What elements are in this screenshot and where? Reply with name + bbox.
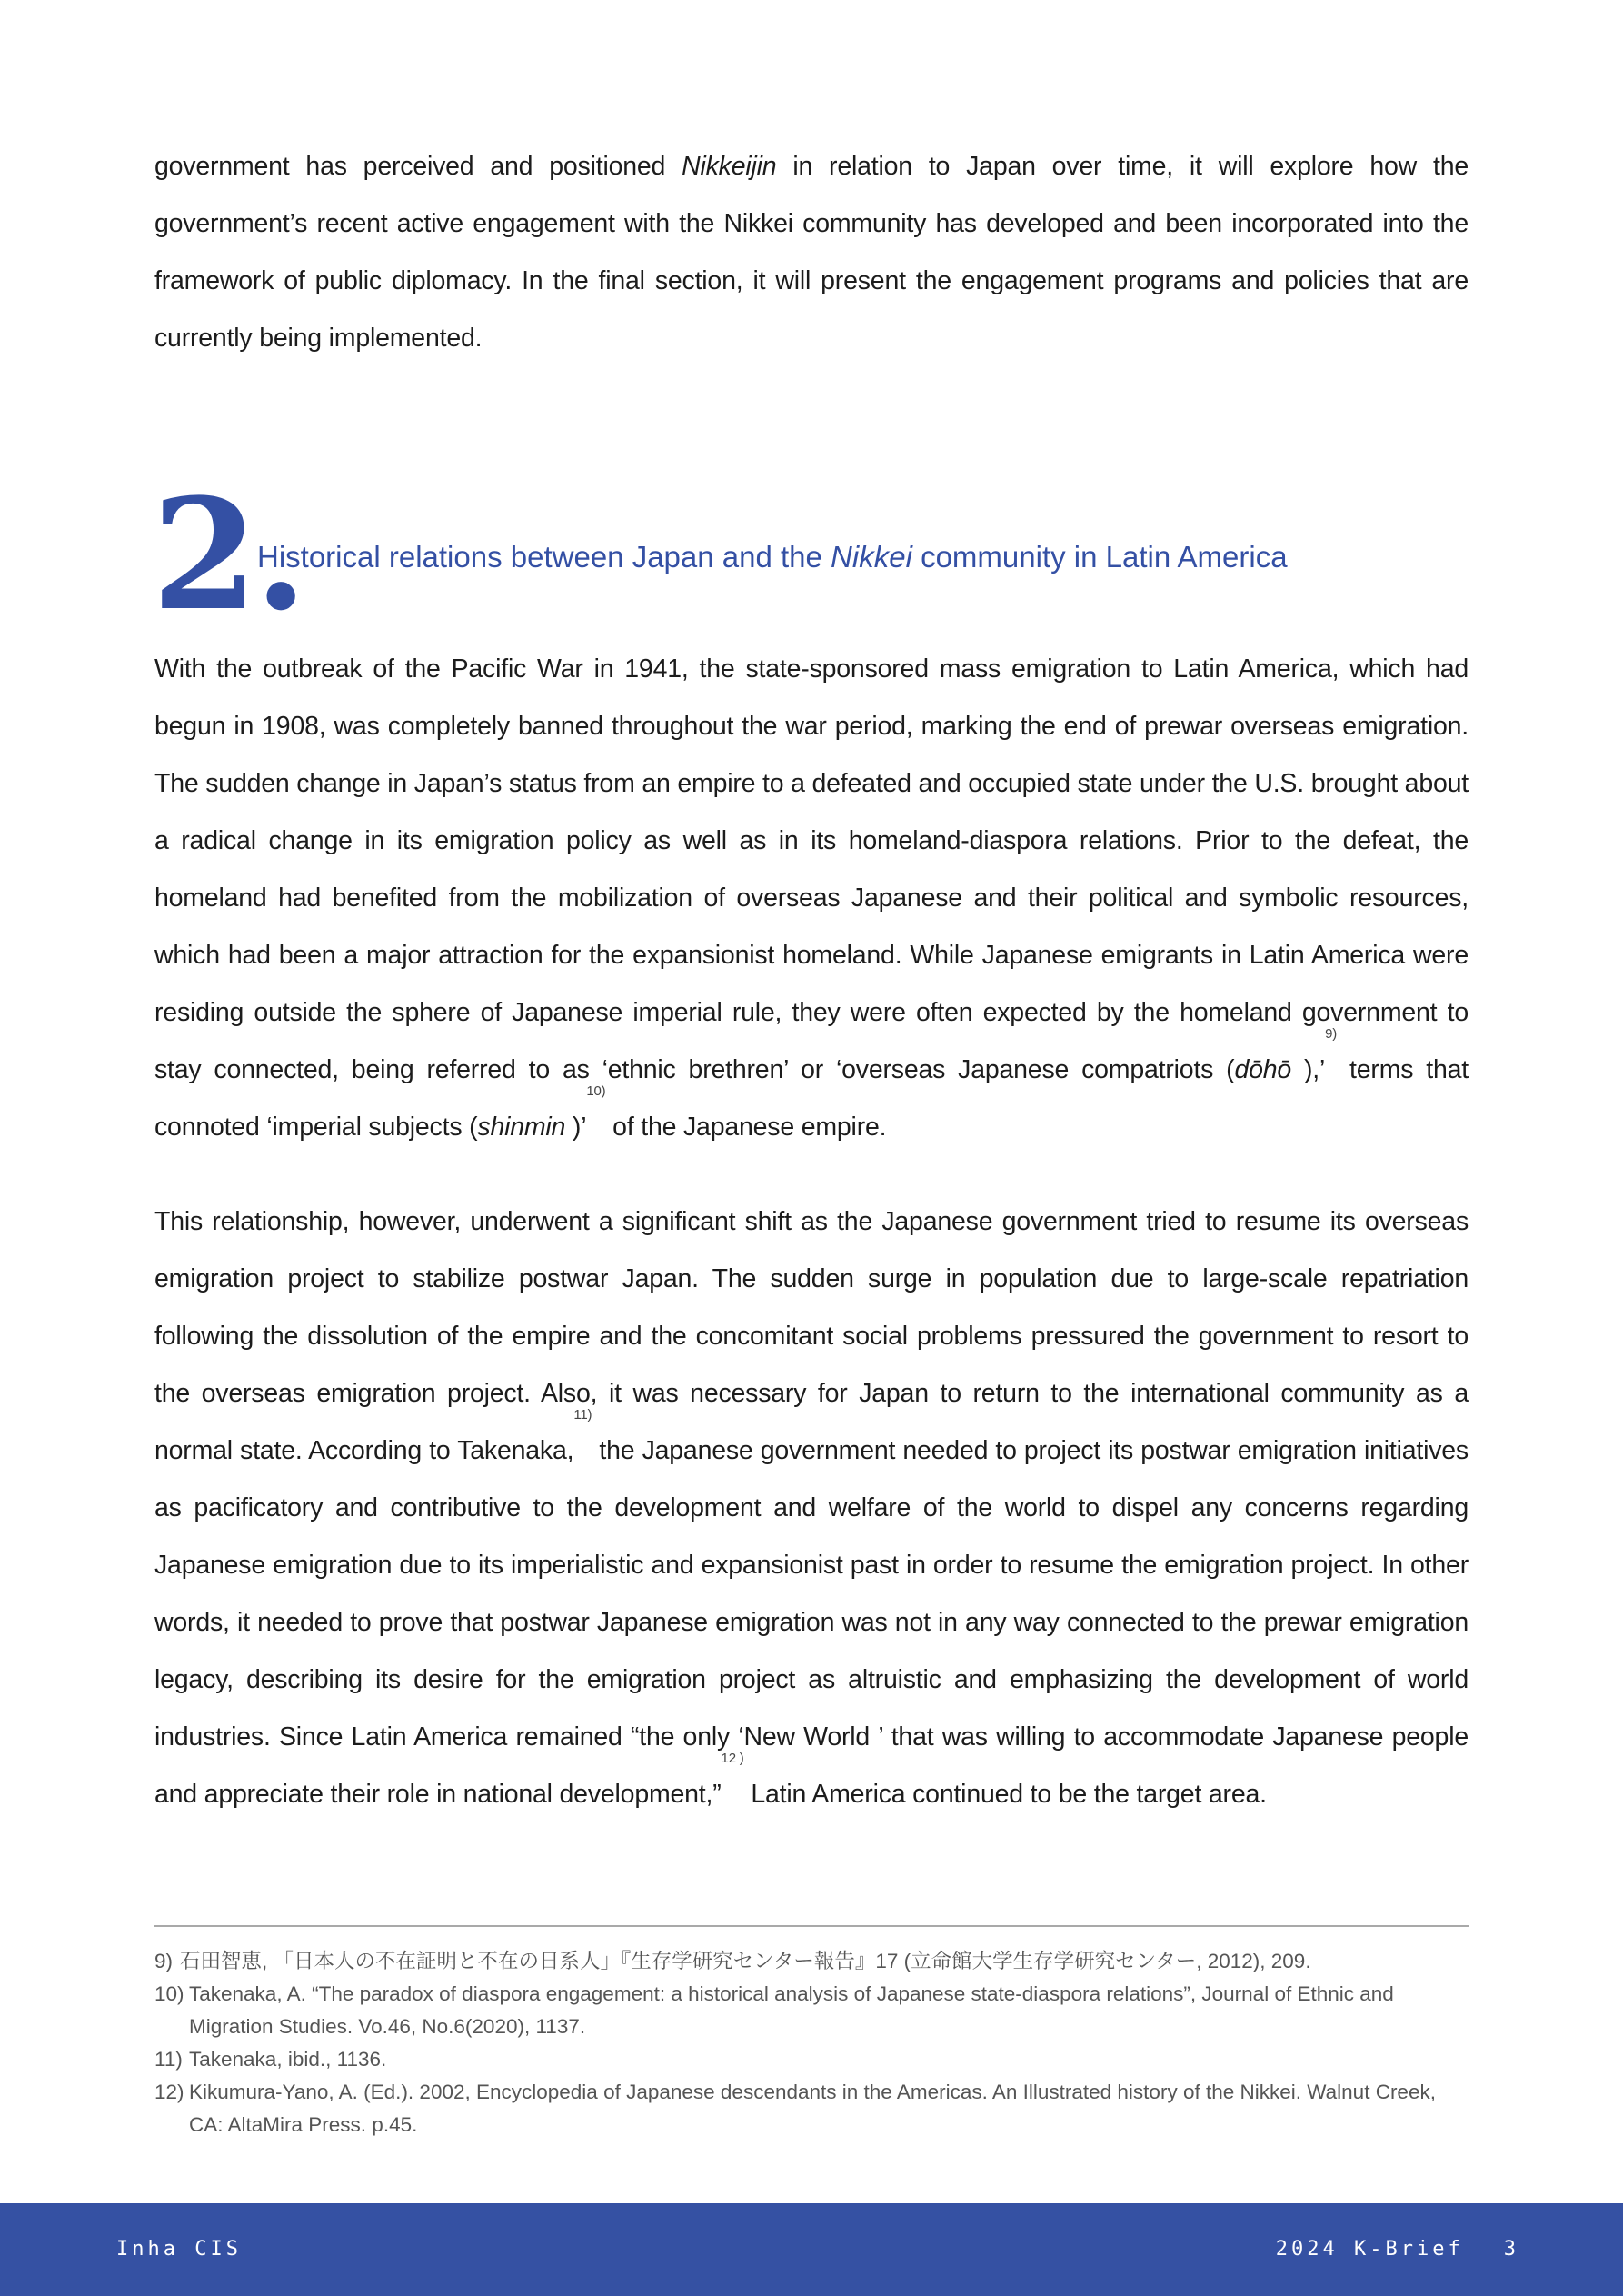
body1-text-d: )’	[565, 1113, 587, 1142]
section-title	[257, 539, 1288, 575]
section-heading	[152, 464, 1469, 644]
footer-publisher: Inha CIS	[116, 2238, 242, 2261]
body1-italic-shinmin: shinmin	[477, 1113, 566, 1142]
footnote-ref-9[interactable]: 9)	[1325, 1026, 1338, 1042]
section-title-a: Historical relations between Japan and the	[257, 540, 831, 574]
body-paragraph-2	[154, 1193, 1469, 1823]
footnote-number: 12)	[154, 2081, 184, 2103]
section-title-italic: Nikkei	[831, 540, 912, 574]
footer-right	[1276, 2238, 1519, 2261]
body1-text-c: terms that connoted ‘imperial subjects (	[154, 1055, 1469, 1142]
page-footer	[0, 2203, 1623, 2296]
footnote-item	[154, 1978, 1469, 2043]
footnote-item	[154, 2076, 1469, 2141]
footnote-text: Takenaka, A. “The paradox of diaspora engagement: a historical analysis of Japanese state-diaspora relations”, Journal of Ethnic and Migration Studies. Vo.46, No.6(2020), 1137.	[189, 1982, 1394, 2038]
footnote-text: Takenaka, ibid., 1136.	[189, 2048, 387, 2071]
footnote-ref-10[interactable]: 10)	[586, 1083, 606, 1099]
footnote-number: 11)	[154, 2048, 183, 2071]
footnote-divider	[154, 1925, 1469, 1927]
body2-text-c: Latin America continued to be the target area.	[743, 1780, 1267, 1809]
body1-text-b: ),’	[1291, 1055, 1326, 1084]
body1-italic-doho: dōhō	[1234, 1055, 1292, 1084]
footnote-ref-11[interactable]: 11)	[573, 1407, 592, 1423]
body1-text-a: With the outbreak of the Pacific War in 1941, the state-sponsored mass emigration to Latin America, which had begun in 1908, was completely banned throughout the war period, marking the end of prewar overseas emigration. The sudden change in Japan’s status from an empire to a defeated and occupied state under the U.S. brought about a radical change in its emigration policy as well as in its homeland-diaspora relations. Prior to the defeat, the homeland had benefited from the mobilization of overseas Japanese and their political and symbolic resources, which had been a major attraction for the expansionist homeland. While Japanese emigrants in Latin America were residing outside the sphere of Japanese imperial rule, they were often expected by the homeland government to stay connected, being referred to as ‘ethnic brethren’ or ‘overseas Japanese compatriots (	[154, 654, 1469, 1084]
footnote-item	[154, 1945, 1469, 1978]
body2-text-b: the Japanese government needed to project its postwar emigration initiatives as pacificatory and contributive to the development and welfare of the world to dispel any concerns regarding Japanese emigration due to its imperialistic and expansionist past in order to resume the emigration project. In other words, it needed to prove that postwar Japanese emigration was not in any way connected to the prewar emigration legacy, describing its desire for the emigration project as altruistic and emphasizing the development of world industries. Since Latin America remained “the only ‘New World ’ that was willing to accommodate Japanese people and appreciate their role in national development,”	[154, 1436, 1469, 1809]
page-number: 3	[1503, 2238, 1519, 2261]
footnote-number: 10)	[154, 1982, 184, 2005]
body-paragraph-1	[154, 641, 1469, 1156]
footnote-ref-12[interactable]: 12 )	[721, 1751, 744, 1766]
section-title-b: community in Latin America	[911, 540, 1288, 574]
footer-series: 2024 K-Brief	[1275, 2238, 1464, 2261]
intro-text-b: in relation to Japan over time, it will explore how the government’s recent active engagement with the Nikkei community has developed and been incorporated into the framework of public diplomacy. In the final section, it will present the engagement programs and policies that are currently being implemented.	[154, 152, 1469, 353]
section-number: 2.	[152, 464, 304, 644]
footnote-item	[154, 2043, 1469, 2076]
footnotes	[154, 1945, 1469, 2141]
intro-paragraph	[154, 138, 1469, 367]
footnote-text: Kikumura-Yano, A. (Ed.). 2002, Encyclopedia of Japanese descendants in the Americas. An Illustrated history of the Nikkei. Walnut Creek, CA: AltaMira Press. p.45.	[189, 2081, 1436, 2136]
footnote-text: 石田智恵, 「日本人の不在証明と不在の日系人」『生存学研究センター報告』17 (立命館大学生存学研究センター, 2012), 209.	[180, 1950, 1311, 1972]
footnote-number: 9)	[154, 1950, 174, 1972]
body1-text-e: of the Japanese empire.	[605, 1113, 887, 1142]
body2-text-a: This relationship, however, underwent a significant shift as the Japanese government tried to resume its overseas emigration project to stabilize postwar Japan. The sudden surge in population due to large-scale repatriation following the dissolution of the empire and the concomitant social problems pressured the government to resort to the overseas emigration project. Also, it was necessary for Japan to return to the international community as a normal state. According to Takenaka,	[154, 1207, 1469, 1465]
intro-italic-term: Nikkeijin	[682, 152, 777, 181]
intro-text-a: government has perceived and positioned	[154, 152, 682, 181]
